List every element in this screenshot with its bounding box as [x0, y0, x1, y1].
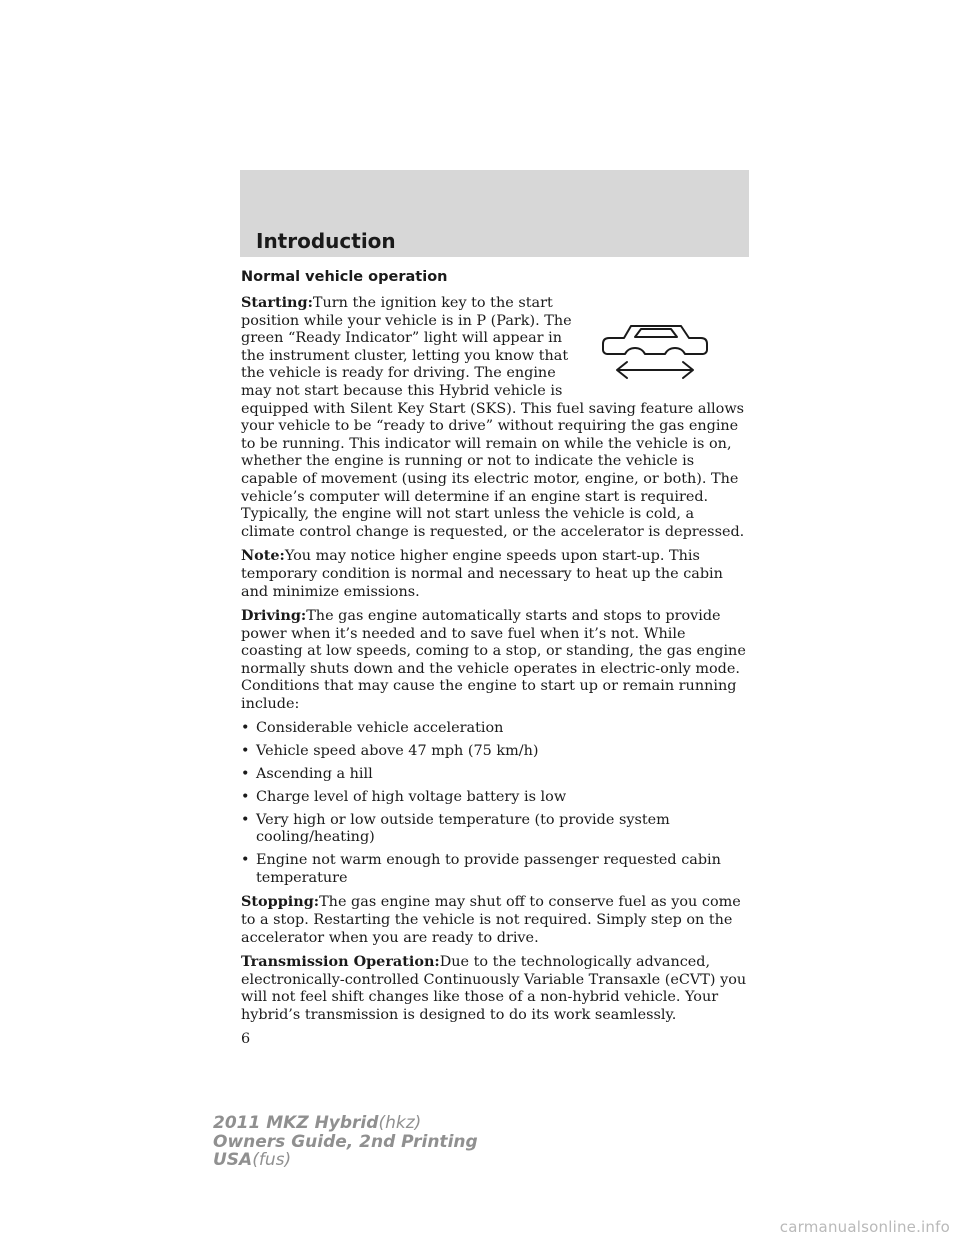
- bullet-glyph: •: [241, 852, 250, 869]
- note-text: You may notice higher engine speeds upon start-up. This temporary condition is normal and necessary to heat up the cabin and minimize emissions.: [241, 548, 723, 600]
- bullet-glyph: •: [241, 811, 250, 828]
- note-paragraph: [241, 547, 751, 601]
- list-item: • Considerable vehicle acceleration: [241, 719, 504, 736]
- stopping-paragraph: [241, 893, 751, 947]
- engine-conditions-list: [241, 720, 751, 888]
- bullet-glyph: •: [241, 788, 250, 805]
- list-item: • Engine not warm enough to provide passenger requested cabin temperature: [241, 852, 721, 886]
- transmission-paragraph: [241, 953, 751, 1024]
- list-item: • Vehicle speed above 47 mph (75 km/h): [241, 742, 539, 759]
- section-title: Introduction: [256, 229, 396, 253]
- driving-label: Driving:: [241, 607, 307, 625]
- note-label: Note:: [241, 547, 285, 565]
- starting-label: Starting:: [241, 294, 313, 311]
- page-content: [241, 268, 751, 1048]
- footer-line-2: Owners Guide, 2nd Printing: [213, 1131, 478, 1152]
- watermark: carmanualsonline.info: [779, 1218, 950, 1236]
- ready-indicator-car-icon: [595, 320, 715, 390]
- driving-text: The gas engine automatically starts and stops to provide power when it’s needed and to save fuel when it’s not. While coasting at low speeds, coming to a stop, or standing, the gas engine normally shuts down and the vehicle operates in electric-only mode. Conditions that may cause the engine to start up or remain running include:: [241, 608, 746, 713]
- document-footer: [213, 1114, 478, 1170]
- driving-paragraph: [241, 607, 751, 714]
- list-item: • Ascending a hill: [241, 765, 373, 782]
- section-heading: Normal vehicle operation: [241, 269, 448, 285]
- page-number: 6: [241, 1030, 251, 1047]
- bullet-glyph: •: [241, 719, 250, 736]
- stopping-text: The gas engine may shut off to conserve fuel as you come to a stop. Restarting the vehicle is not required. Simply step on the accelerator when you are ready to drive.: [241, 894, 741, 946]
- list-item: • Charge level of high voltage battery is low: [241, 788, 567, 805]
- transmission-label: Transmission Operation:: [241, 953, 440, 971]
- footer-line-3: USA(fus): [213, 1150, 292, 1170]
- transmission-text: Due to the technologically advanced, electronically-controlled Continuously Variable Transaxle (eCVT) you will not feel shift changes like those of a non-hybrid vehicle. Your hybrid’s transmission is designed to do its work seamlessly.: [241, 954, 747, 1023]
- stopping-label: Stopping:: [241, 893, 320, 911]
- footer-line-1: 2011 MKZ Hybrid(hkz): [213, 1113, 422, 1133]
- bullet-glyph: •: [241, 765, 250, 782]
- bullet-glyph: •: [241, 742, 250, 759]
- list-item: • Very high or low outside temperature (to provide system cooling/heating): [241, 811, 670, 846]
- starting-text: Turn the ignition key to the start position while your vehicle is in P (Park). The green “Ready Indicator” light will appear in the instrument cluster, letting you know that the vehicle is ready for driving. The engine may not start because this Hybrid vehicle is equipped with Silent Key Start (SKS). This fuel saving feature allows your vehicle to be “ready to drive” without requiring the gas engine to be running. This indicator will remain on while the vehicle is on, whether the engine is running or not to indicate the vehicle is capable of movement (using its electric motor, engine, or both). The vehicle’s computer will determine if an engine start is required. Typically, the engine will not start unless the vehicle is cold, a climate control change is requested, or the accelerator is depressed.: [241, 295, 745, 540]
